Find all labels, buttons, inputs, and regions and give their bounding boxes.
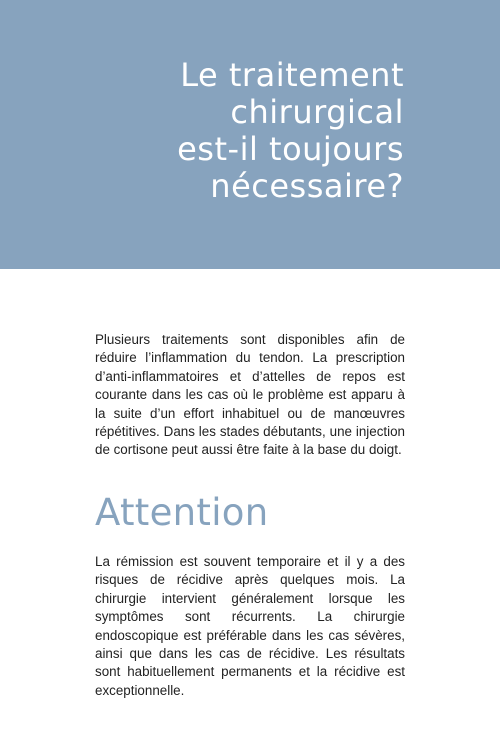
title-line: Le traitement xyxy=(180,56,404,94)
page-title xyxy=(24,57,404,205)
attention-paragraph: La rémission est souvent temporaire et il y a des risques de récidive après quelques mois. La chirurgie intervient généralement lorsque les symptômes sont récurrents. La chirurgie endoscopique est préférable dans les cas sévères, ainsi que dans les cas de récidive. Les résultats sont habituellement permanents et la récidive est exceptionnelle. xyxy=(95,554,405,698)
title-banner xyxy=(0,0,500,269)
title-line: nécessaire? xyxy=(210,167,404,205)
title-line: chirurgical xyxy=(230,93,404,131)
attention-heading: Attention xyxy=(95,491,269,534)
title-line: est-il toujours xyxy=(177,130,404,168)
intro-paragraph: Plusieurs traitements sont disponibles afin de réduire l’inflammation du tendon. La prescription d’anti-inflammatoires et d’attelles de repos est courante dans les cas où le problème est apparu à la suite d’un effort inhabituel ou de manœuvres répétitives. Dans les stades débutants, une injection de cortisone peut aussi être faite à la base du doigt. xyxy=(95,332,405,458)
